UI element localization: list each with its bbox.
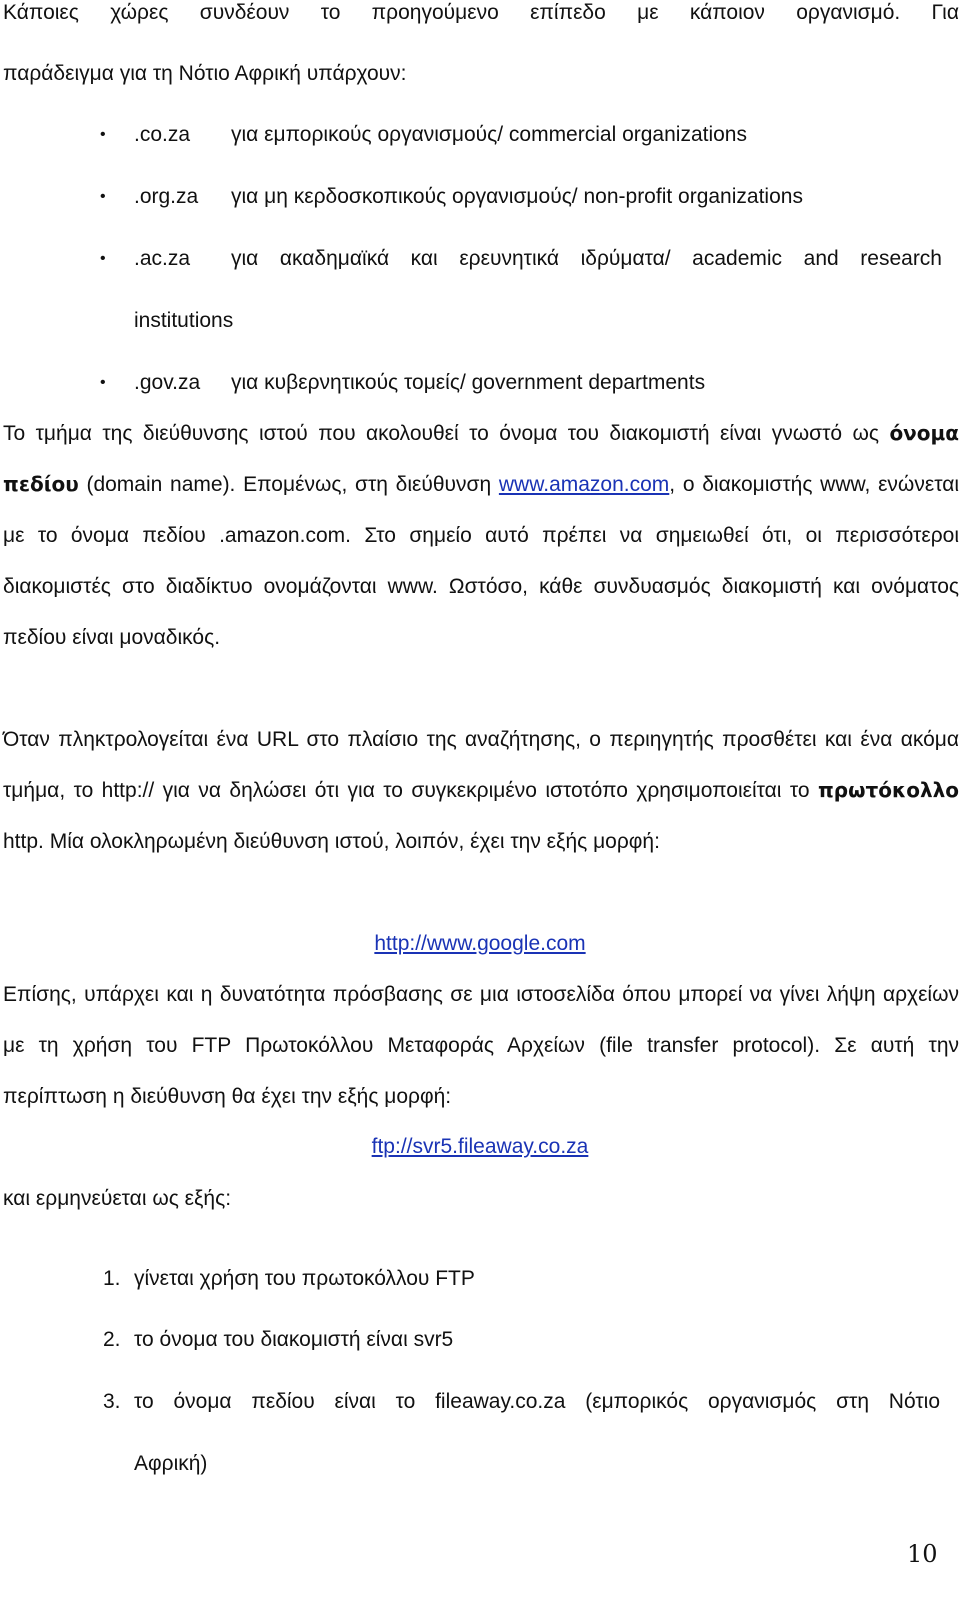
bold-term: πρωτόκολλο: [817, 778, 959, 802]
bullet-icon: •: [100, 188, 106, 205]
page-number: 10: [907, 1540, 938, 1568]
paragraph-text: , ο διακομιστής www, ενώνεται με το όνομα πεδίου .amazon.com. Στο σημείο αυτό πρέπει να σημειωθεί ότι, οι περισσότεροι διακομιστές στο διαδίκτυο ονομάζονται www. Ωστόσο, κάθε συνδυασμός διακομιστή και ονόματος πεδίου είναι μοναδικός.: [3, 473, 959, 649]
list-item-continuation: [0, 306, 960, 336]
step-text: το όνομα πεδίου είναι το fileaway.co.za (εμπορικός οργανισμός στη Νότιο: [134, 1390, 940, 1413]
domain-code: .co.za: [134, 123, 191, 146]
bullet-icon: •: [100, 374, 106, 391]
step-text: το όνομα του διακομιστή είναι svr5: [134, 1328, 454, 1351]
paragraph-ftp: Επίσης, υπάρχει και η δυνατότητα πρόσβασης σε μια ιστοσελίδα όπου μπορεί να γίνει λήψη αρχείων με τη χρήση του FTP Πρωτοκόλλου Μεταφοράς Αρχείων (file transfer protocol). Σε αυτή την περίπτωση η διεύθυνση θα έχει την εξής μορφή:: [3, 983, 959, 1108]
ftp-link[interactable]: ftp://svr5.fileaway.co.za: [371, 1135, 589, 1158]
explain-intro: και ερμηνεύεται ως εξής:: [3, 1187, 232, 1210]
paragraph-domain-name: [3, 408, 959, 663]
google-link[interactable]: http://www.google.com: [374, 932, 586, 955]
step-number: 2.: [103, 1328, 121, 1351]
domain-description-continuation: institutions: [134, 309, 234, 332]
step-text: γίνεται χρήση του πρωτοκόλλου FTP: [134, 1267, 475, 1290]
domain-description: για εμπορικούς οργανισμούς/ commercial organizations: [231, 123, 747, 146]
domain-description: για κυβερνητικούς τομείς/ government departments: [231, 371, 706, 394]
paragraph-text: Όταν πληκτρολογείται ένα URL στο πλαίσιο της αναζήτησης, ο περιηγητής προσθέτει και ένα ακόμα τμήμα, το http:// για να δηλώσει ότι για το συγκεκριμένο ιστοτόπο χρησιμοποιείται το: [3, 728, 959, 802]
intro-line-2: παράδειγμα για τη Νότιο Αφρική υπάρχουν:: [3, 62, 407, 85]
bold-term: όνομα πεδίου: [3, 421, 959, 496]
domain-code: .gov.za: [134, 371, 201, 394]
step-number: 3.: [103, 1390, 121, 1413]
domain-description: για μη κερδοσκοπικούς οργανισμούς/ non-profit organizations: [231, 185, 803, 208]
domain-description: για ακαδημαϊκά και ερευνητικά ιδρύματα/ academic and research: [231, 247, 942, 270]
intro-line-1: Κάποιες χώρες συνδέουν το προηγούμενο επίπεδο με κάποιον οργανισμό. Για: [3, 1, 959, 24]
list-item: [0, 244, 960, 274]
ftp-url-row: [0, 1132, 960, 1162]
step-text-continuation: Αφρική): [134, 1452, 208, 1475]
bullet-icon: •: [100, 126, 106, 143]
amazon-link[interactable]: www.amazon.com: [498, 473, 670, 496]
bullet-icon: •: [100, 250, 106, 267]
list-item: [0, 368, 960, 398]
paragraph-text: Το τμήμα της διεύθυνσης ιστού που ακολουθεί το όνομα του διακομιστή είναι γνωστό ως: [3, 422, 890, 445]
paragraph-text: (domain name). Επομένως, στη διεύθυνση: [78, 473, 499, 496]
list-item: [0, 120, 960, 150]
example-url-row: [0, 929, 960, 959]
paragraph-text: http. Μία ολοκληρωμένη διεύθυνση ιστού, λοιπόν, έχει την εξής μορφή:: [3, 830, 660, 853]
domain-code: .ac.za: [134, 247, 191, 270]
list-item: [0, 182, 960, 212]
step-number: 1.: [103, 1267, 121, 1290]
paragraph-url-protocol: [3, 714, 959, 867]
domain-code: .org.za: [134, 185, 199, 208]
